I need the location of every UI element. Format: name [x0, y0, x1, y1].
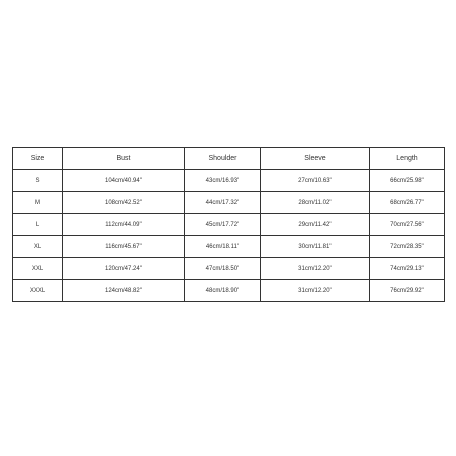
cell-size: XXL	[13, 258, 63, 280]
header-bust: Bust	[63, 148, 185, 170]
cell-length: 66cm/25.98''	[370, 170, 445, 192]
cell-shoulder: 48cm/18.90''	[185, 280, 261, 302]
cell-size: S	[13, 170, 63, 192]
header-length: Length	[370, 148, 445, 170]
cell-bust: 120cm/47.24''	[63, 258, 185, 280]
cell-bust: 112cm/44.09''	[63, 214, 185, 236]
cell-shoulder: 43cm/16.93''	[185, 170, 261, 192]
cell-size: XXXL	[13, 280, 63, 302]
table-row	[13, 170, 445, 192]
cell-sleeve: 27cm/10.63''	[261, 170, 370, 192]
cell-length: 72cm/28.35''	[370, 236, 445, 258]
size-chart-table	[12, 147, 445, 302]
table-row	[13, 280, 445, 302]
table-row	[13, 236, 445, 258]
cell-size: M	[13, 192, 63, 214]
cell-bust: 104cm/40.94''	[63, 170, 185, 192]
table-row	[13, 258, 445, 280]
cell-sleeve: 28cm/11.02''	[261, 192, 370, 214]
cell-sleeve: 29cm/11.42''	[261, 214, 370, 236]
cell-sleeve: 30cm/11.81''	[261, 236, 370, 258]
cell-sleeve: 31cm/12.20''	[261, 280, 370, 302]
cell-length: 68cm/26.77''	[370, 192, 445, 214]
header-size: Size	[13, 148, 63, 170]
cell-shoulder: 47cm/18.50''	[185, 258, 261, 280]
cell-size: XL	[13, 236, 63, 258]
header-shoulder: Shoulder	[185, 148, 261, 170]
cell-shoulder: 45cm/17.72''	[185, 214, 261, 236]
cell-shoulder: 46cm/18.11''	[185, 236, 261, 258]
cell-bust: 108cm/42.52''	[63, 192, 185, 214]
table-row	[13, 214, 445, 236]
table-header-row	[13, 148, 445, 170]
cell-bust: 124cm/48.82''	[63, 280, 185, 302]
cell-length: 74cm/29.13''	[370, 258, 445, 280]
table-row	[13, 192, 445, 214]
cell-sleeve: 31cm/12.20''	[261, 258, 370, 280]
cell-length: 76cm/29.92''	[370, 280, 445, 302]
cell-bust: 116cm/45.67''	[63, 236, 185, 258]
cell-length: 70cm/27.56''	[370, 214, 445, 236]
cell-shoulder: 44cm/17.32''	[185, 192, 261, 214]
header-sleeve: Sleeve	[261, 148, 370, 170]
cell-size: L	[13, 214, 63, 236]
